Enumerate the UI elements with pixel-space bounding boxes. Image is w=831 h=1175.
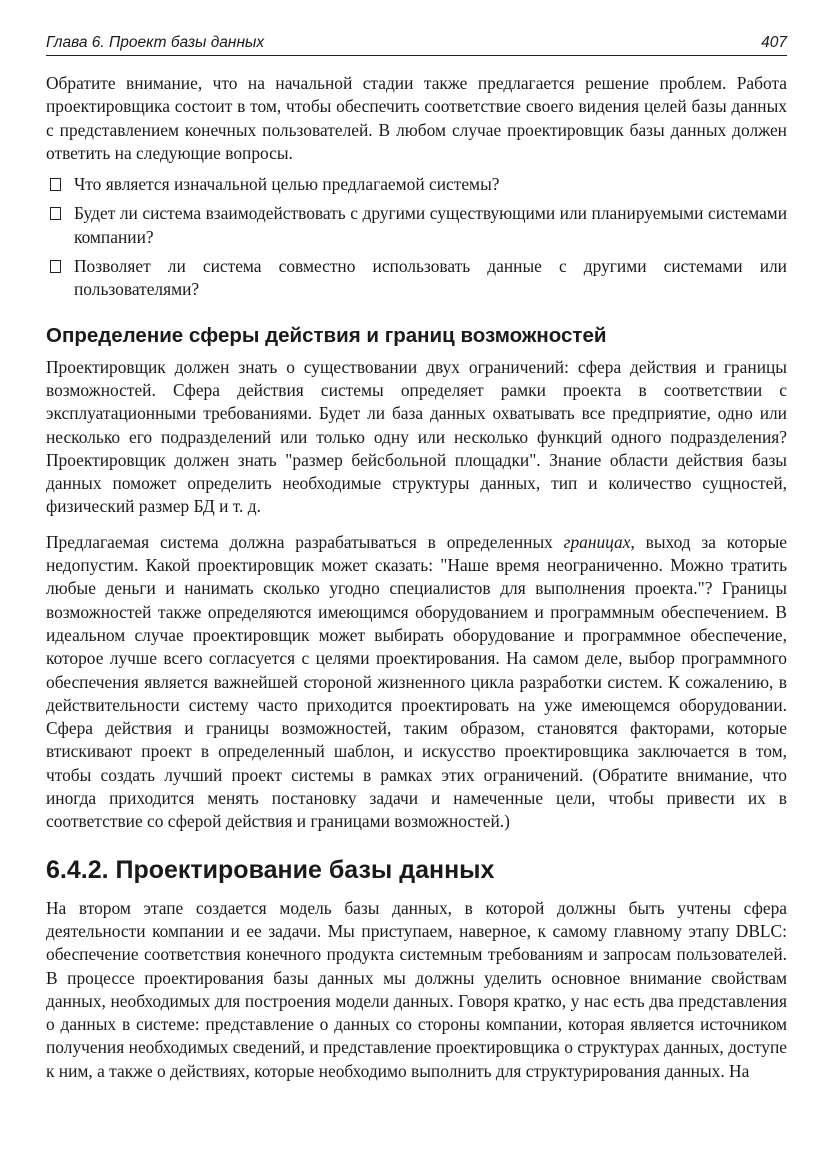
chapter-title: Глава 6. Проект базы данных	[46, 34, 265, 51]
body-paragraph: На втором этапе создается модель базы данных, в которой должны быть учтены сфера деятельности компании и ее задачи. Мы приступаем, наверное, к самому главному этапу DBLC: обеспечение соответствия конечного продукта системным требованиям и запросам пользователей. В процессе проектирования базы данных мы должны уделить основное внимание свойствам данных, необходимых для построения модели данных. Говоря кратко, у нас есть два представления о данных в системе: представление о данных со стороны компании, которая является источником получения необходимых сведений, и представление проектировщика о структурах данных, доступе к ним, а также о действиях, которые необходимо выполнить для структурирования данных. На	[46, 897, 787, 1081]
page-number: 407	[761, 34, 787, 51]
list-item	[46, 173, 787, 196]
emphasis-text: границах	[563, 531, 631, 552]
checkbox-bullet-icon	[50, 178, 61, 191]
section-heading: Определение сферы действия и границ возможностей	[46, 323, 607, 347]
running-head	[46, 34, 787, 56]
list-item-text: Что является изначальной целью предлагаемой системы?	[74, 174, 500, 195]
list-item	[46, 255, 787, 302]
body-paragraph: Проектировщик должен знать о существовании двух ограничений: сфера действия и границы возможностей. Сфера действия системы определяет рамки проекта в соответствии с эксплуатационными требованиями. Будет ли база данных охватывать все предприятие, одно или несколько его подразделений или только одну или несколько функций одного подразделения? Проектировщик должен знать "размер бейсбольной площадки". Знание области действия базы данных поможет определить необходимые структуры данных, тип и количество сущностей, физический размер БД и т. д.	[46, 356, 787, 517]
list-item	[46, 202, 787, 249]
intro-paragraph: Обратите внимание, что на начальной стадии также предлагается решение проблем. Работа проектировщика состоит в том, чтобы обеспечить соответствие своего видения целей базы данных с представлением конечных пользователей. В любом случае проектировщик базы данных должен ответить на следующие вопросы.	[46, 73, 787, 163]
book-page	[46, 34, 787, 1083]
checkbox-bullet-icon	[50, 207, 61, 220]
list-item-text: Позволяет ли система совместно использовать данные с другими системами или пользователями?	[74, 256, 787, 300]
question-list	[46, 173, 787, 301]
text-run: , выход за которые недопустим. Какой проектировщик может сказать: "Наше время неограниченно. Можно тратить любые деньги и нанимать сколько угодно специалистов для выполнения проекта."? Границы возможностей также определяются имеющимся оборудованием и программным обеспечением. В идеальном случае проектировщик может выбирать оборудование и программное обеспечение, которое лучше всего согласуется с целями проектирования. На самом деле, выбор программного обеспечения является важнейшей стороной жизненного цикла разработки систем. К сожалению, в действительности систему часто приходится проектировать на уже имеющемся оборудовании. Сфера действия и границы возможностей, таким образом, становятся факторами, которые втискивают проект в определенный шаблон, и искусство проектировщика заключается в том, чтобы создать лучший проект системы в рамках этих ограничений. (Обратите внимание, что иногда приходится менять постановку задачи и намеченные цели, чтобы привести их в соответствие со сферой действия и границами возможностей.)	[46, 531, 787, 832]
subsection-heading: 6.4.2. Проектирование базы данных	[46, 855, 495, 884]
checkbox-bullet-icon	[50, 260, 61, 273]
text-run: Предлагаемая система должна разрабатываться в определенных	[46, 531, 564, 552]
list-item-text: Будет ли система взаимодействовать с другими существующими или планируемыми системами компании?	[74, 203, 787, 247]
body-paragraph	[46, 531, 787, 834]
